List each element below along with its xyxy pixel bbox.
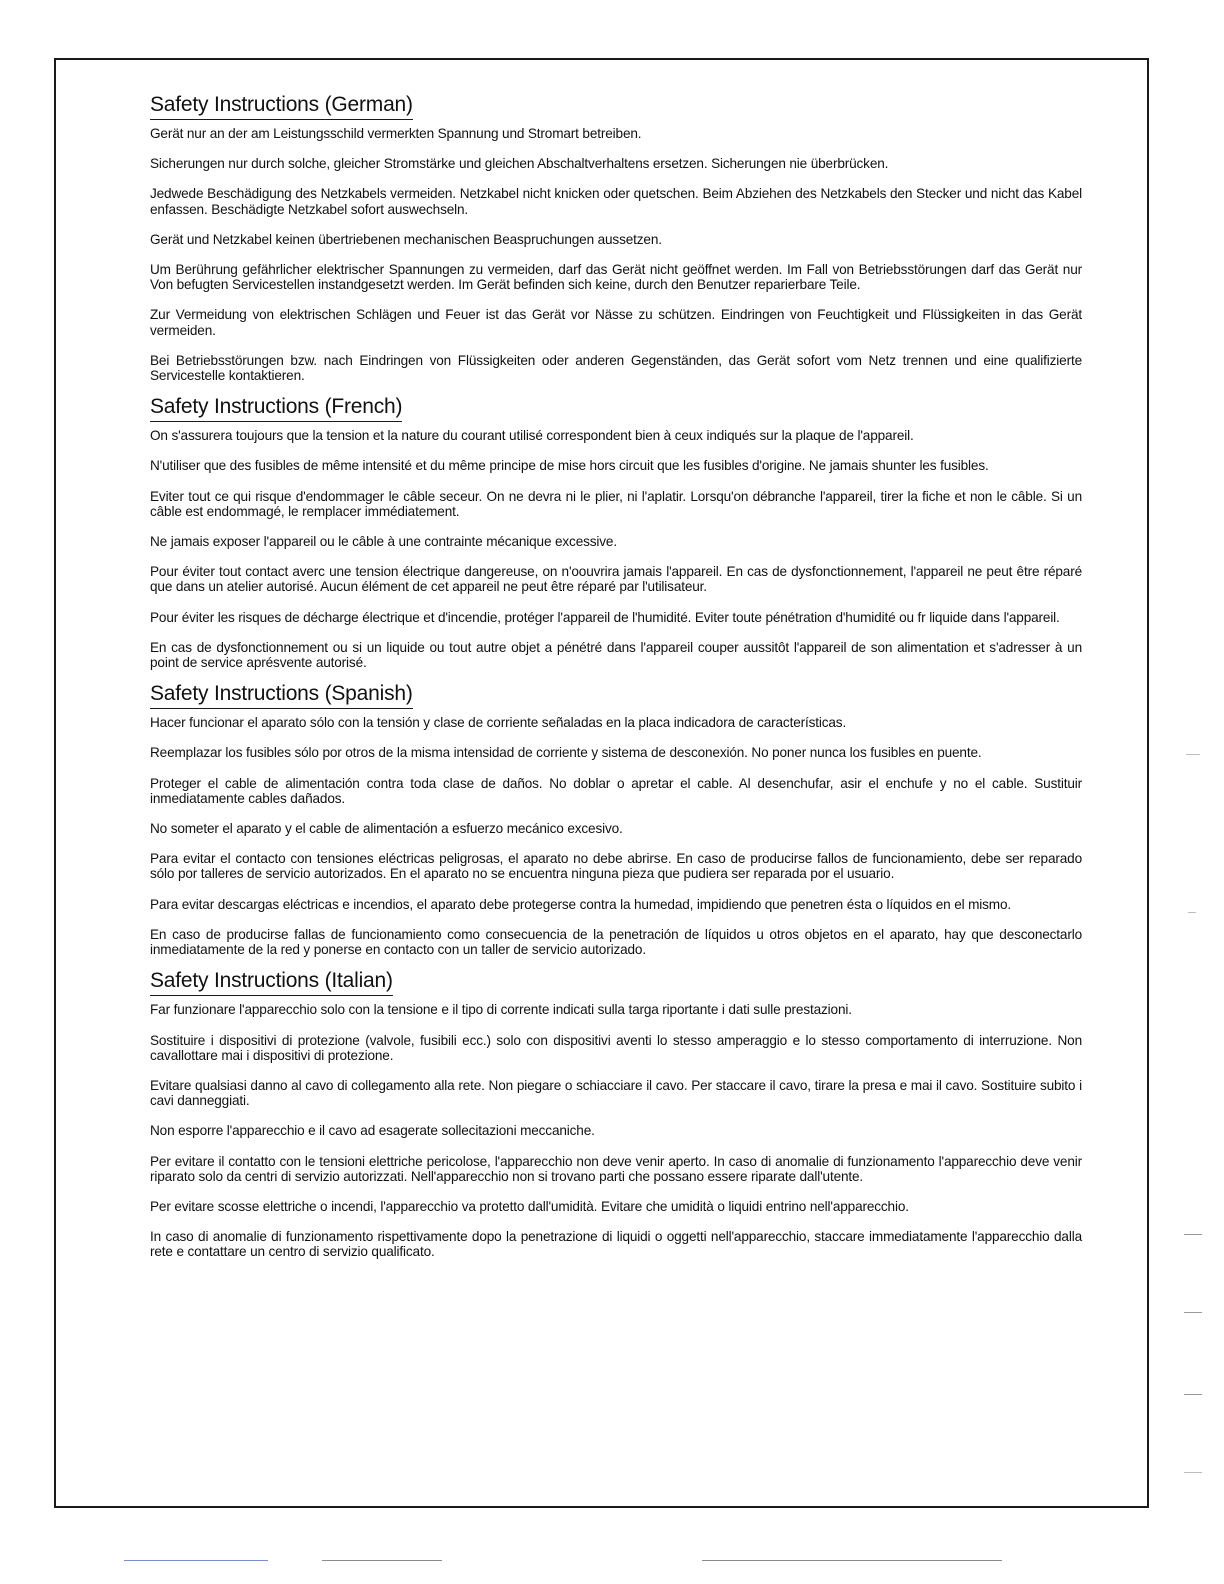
section-title-spanish: Safety Instructions (Spanish) <box>150 681 413 709</box>
section-french <box>150 394 1082 670</box>
paragraph: Pour éviter tout contact averc une tension électrique dangereuse, on n'oouvrira jamais l'appareil. En cas de dysfonctionnement, l'appareil ne peut être réparé que dans un atelier autorisé. Aucun élément de cet appareil ne peut être réparé par l'utilisateur. <box>150 564 1082 595</box>
paragraph: Evitare qualsiasi danno al cavo di collegamento alla rete. Non piegare o schiacciare il cavo. Per staccare il cavo, tirare la presa e mai il cavo. Sostituire subito i cavi danneggiati. <box>150 1077 1082 1109</box>
paragraph: Gerät nur an der am Leistungsschild vermerkten Spannung und Stromart betreiben. <box>150 126 642 141</box>
scan-mark <box>702 1560 1002 1561</box>
paragraph: Para evitar el contacto con tensiones eléctricas peligrosas, el aparato no debe abrirse. En caso de producirse fallos de funcionamiento, debe ser reparado sólo por talleres de servicio autorizados. En el aparato no se encuentra ninguna pieza que pudiera ser reparada por el usuario. <box>150 851 1082 882</box>
scan-mark <box>1186 754 1200 755</box>
paragraph: Jedwede Beschädigung des Netzkabels vermeiden. Netzkabel nicht knicken oder quetschen. Beim Abziehen des Netzkabels den Stecker und nicht das Kabel enfassen. Beschädigte Netzkabel sofort auswechseln. <box>150 186 1082 217</box>
section-title-german: Safety Instructions (German) <box>150 92 413 120</box>
paragraph: Sicherungen nur durch solche, gleicher Stromstärke und gleichen Abschaltverhaltens ersetzen. Sicherungen nie überbrücken. <box>150 156 889 172</box>
paragraph: No someter el aparato y el cable de alimentación a esfuerzo mecánico excesivo. <box>150 821 623 837</box>
paragraph: N'utiliser que des fusibles de même intensité et du même principe de mise hors circuit que les fusibles d'origine. Ne jamais shunter les fusibles. <box>150 458 989 474</box>
scan-mark <box>1188 912 1196 913</box>
paragraph: Um Berührung gefährlicher elektrischer Spannungen zu vermeiden, darf das Gerät nicht geöffnet werden. Im Fall von Betriebsstörungen darf das Gerät nur Von befugten Servicestellen instandgesetzt werden. Im Gerät befinden sich keine, durch den Benutzer reparierbare Teile. <box>150 262 1082 293</box>
paragraph: Proteger el cable de alimentación contra toda clase de daños. No doblar o apretar el cable. Al desenchufar, asir el enchufe y no el cable. Sustituir inmediatamente cables dañados. <box>150 775 1082 806</box>
document-body <box>150 92 1082 1260</box>
paragraph: Bei Betriebsstörungen bzw. nach Eindringen von Flüssigkeiten oder anderen Gegenständen, das Gerät sofort vom Netz trennen und eine qualifizierte Servicestelle kontaktieren. <box>150 352 1082 384</box>
scan-mark <box>124 1560 268 1561</box>
paragraph: Far funzionare l'apparecchio solo con la tensione e il tipo di corrente indicati sulla targa riportante i dati sulle prestazioni. <box>150 1002 852 1018</box>
paragraph: In caso di anomalie di funzionamento rispettivamente dopo la penetrazione di liquidi o oggetti nell'apparecchio, staccare immediatamente l'apparecchio dalla rete e contattare un centro di servizio qualificato. <box>150 1229 1082 1260</box>
scan-mark <box>1184 1312 1202 1313</box>
paragraph: En cas de dysfonctionnement ou si un liquide ou tout autre objet a pénétré dans l'appareil couper aussitôt l'appareil de son alimentation et s'adresser à un point de service aprésvente autorisé. <box>150 639 1082 671</box>
section-italian <box>150 968 1082 1259</box>
paragraph: Hacer funcionar el aparato sólo con la tensión y clase de corriente señaladas en la placa indicadora de características. <box>150 715 847 731</box>
scan-mark <box>322 1560 442 1561</box>
paragraph: Non esporre l'apparecchio e il cavo ad esagerate sollecitazioni meccaniche. <box>150 1123 595 1139</box>
paragraph: Sostituire i dispositivi di protezione (valvole, fusibili ecc.) solo con dispositivi aventi lo stesso amperaggio e lo stesso comportamento di interruzione. Non cavallottare mai i dispositivi di protezione. <box>150 1032 1082 1063</box>
paragraph: Ne jamais exposer l'appareil ou le câble à une contrainte mécanique excessive. <box>150 534 617 550</box>
scan-mark <box>1184 1234 1202 1235</box>
paragraph: Reemplazar los fusibles sólo por otros de la misma intensidad de corriente y sistema de desconexión. No poner nunca los fusibles en puente. <box>150 745 982 761</box>
paragraph: En caso de producirse fallas de funcionamiento como consecuencia de la penetración de líquidos u otros objetos en el aparato, hay que desconectarlo inmediatamente de la red y ponerse en contacto con un taller de servicio autorizado. <box>150 926 1082 958</box>
paragraph: Zur Vermeidung von elektrischen Schlägen und Feuer ist das Gerät vor Nässe zu schützen. Eindringen von Feuchtigkeit und Flüssigkeiten in das Gerät vermeiden. <box>150 307 1082 338</box>
section-title-italian: Safety Instructions (Italian) <box>150 968 393 996</box>
paragraph: Pour éviter les risques de décharge électrique et d'incendie, protéger l'appareil de l'humidité. Eviter toute pénétration d'humidité ou fr liquide dans l'appareil. <box>150 609 1060 625</box>
section-spanish <box>150 681 1082 957</box>
paragraph: On s'assurera toujours que la tension et la nature du courant utilisé correspondent bien à ceux indiqués sur la plaque de l'appareil. <box>150 428 914 444</box>
section-title-french: Safety Instructions (French) <box>150 394 402 422</box>
paragraph: Per evitare il contatto con le tensioni elettriche pericolose, l'apparecchio non deve venir aperto. In caso di anomalie di funzionamento l'apparecchio deve venir riparato solo da centri di servizio autorizzati. Nell'apparecchio non si trovano parti che possano essere riparate dall'utente. <box>150 1153 1082 1184</box>
paragraph: Eviter tout ce qui risque d'endommager le câble seceur. On ne devra ni le plier, ni l'aplatir. Lorsqu'on débranche l'appareil, tirer la fiche et non le câble. Si un câble est endommagé, le remplacer immédiatement. <box>150 488 1082 519</box>
paragraph: Gerät und Netzkabel keinen übertriebenen mechanischen Beaspruchungen aussetzen. <box>150 231 662 247</box>
paragraph: Per evitare scosse elettriche o incendi, l'apparecchio va protetto dall'umidità. Evitare che umidità o liquidi entrino nell'apparecchio. <box>150 1198 909 1214</box>
paragraph: Para evitar descargas eléctricas e incendios, el aparato debe protegerse contra la humedad, impidiendo que penetren ésta o líquidos en el mismo. <box>150 896 1012 912</box>
scan-mark <box>1184 1472 1202 1473</box>
section-german <box>150 92 1082 383</box>
scan-mark <box>1184 1394 1202 1395</box>
